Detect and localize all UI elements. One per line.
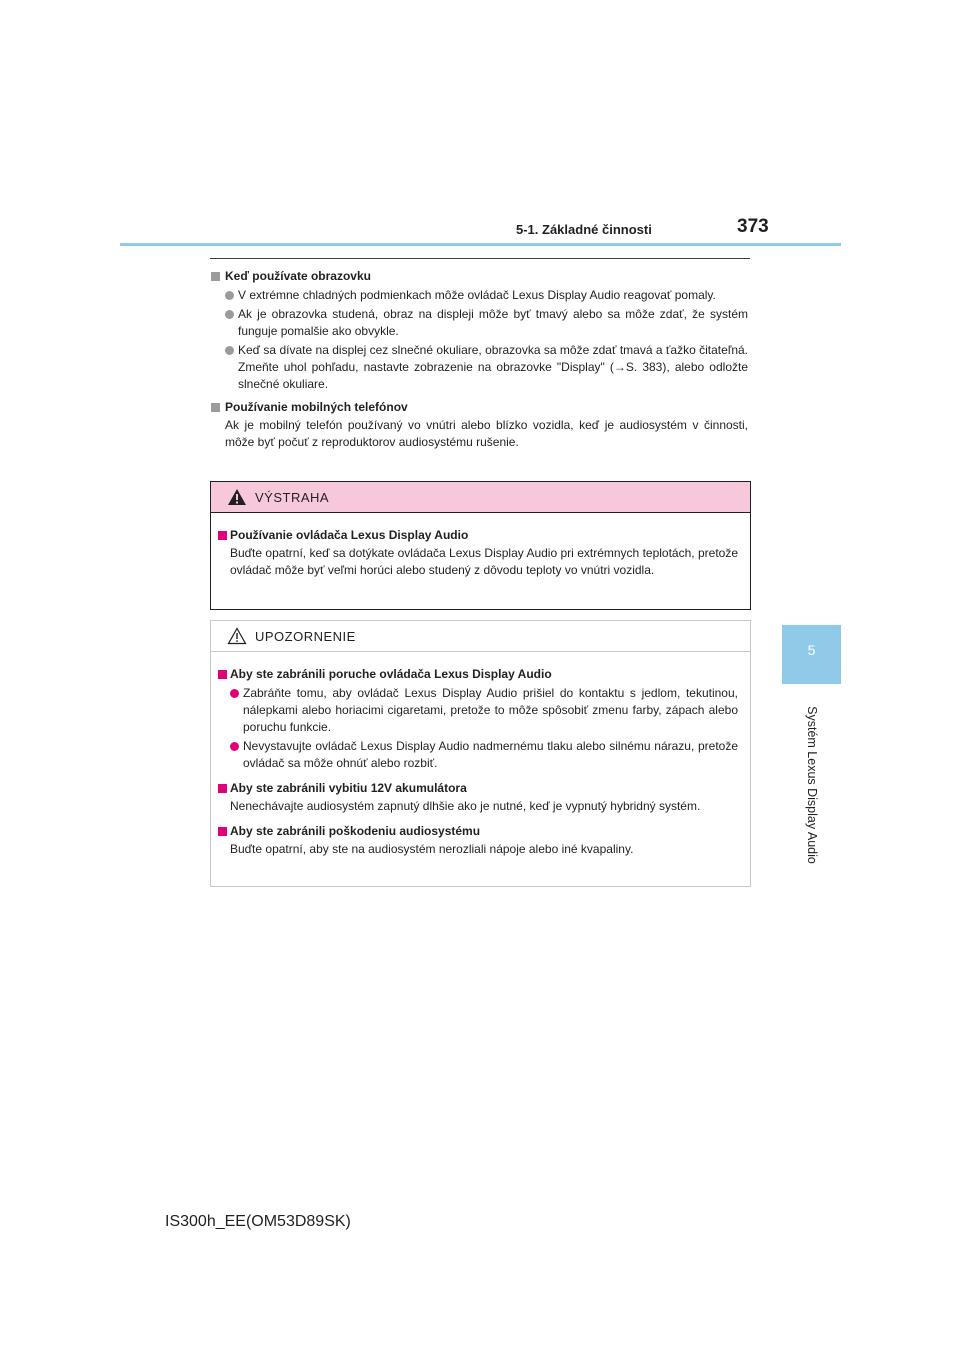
chapter-tab: 5 [782,625,841,684]
caution-text: Buďte opatrní, aby ste na audiosystém nerozliali nápoje alebo iné kvapaliny. [230,842,634,856]
warning-label: VÝSTRAHA [255,489,330,505]
square-bullet-icon [218,784,227,793]
warning-header [211,482,750,513]
caution-heading: Aby ste zabránili poruche ovládača Lexus Display Audio [215,666,740,683]
section-text: Ak je mobilný telefón používaný vo vnútri alebo blízko vozidla, keď je audiosystém v činnosti, môže byť počuť z reproduktorov audiosystému rušenie. [225,418,748,449]
page-number: 373 [737,216,769,237]
section-heading: Keď používate obrazovku [210,268,750,285]
chapter-side-label [782,690,841,880]
header-rule [120,243,841,246]
model-code: IS300h_EE(OM53D89SK) [165,1213,351,1230]
warning-box [210,481,751,610]
main-content [210,262,750,451]
section-heading: Používanie mobilných telefónov [210,399,750,416]
square-bullet-icon [211,272,220,281]
bullet-item: Ak je obrazovka studená, obraz na displeji môže byť tmavý alebo sa môže zdať, že systém funguje pomalšie ako obvykle. [210,306,750,340]
square-bullet-icon [218,670,227,679]
warning-body [211,513,750,579]
warning-heading: Používanie ovládača Lexus Display Audio [215,527,740,544]
circle-bullet-icon [225,291,234,300]
content-rule [210,258,750,259]
bullet-item: V extrémne chladných podmienkach môže ovládač Lexus Display Audio reagovať pomaly. [210,287,750,304]
circle-bullet-icon [225,310,234,319]
caution-box [210,620,751,887]
bullet-item: Keď sa dívate na displej cez slnečné okuliare, obrazovka sa môže zdať tmavá a ťažko čitateľná. Zmeňte uhol pohľadu, nastavte zobrazenie na obrazovke "Display" (→S. 383), alebo odložte slnečné okuliare. [210,342,750,393]
warning-text: Buďte opatrní, keď sa dotýkate ovládača Lexus Display Audio pri extrémnych teplotách, pretože ovládač môže byť veľmi horúci alebo studený z dôvodu teploty vo vnútri vozidla. [230,546,738,577]
warning-icon [227,488,247,506]
square-bullet-icon [211,403,220,412]
section-title: 5-1. Základné činnosti [516,222,652,237]
square-bullet-icon [218,827,227,836]
circle-bullet-icon [230,689,239,698]
bullet-item: Zabráňte tomu, aby ovládač Lexus Display Audio prišiel do kontaktu s jedlom, tekutinou, nálepkami alebo horiacimi cigaretami, pretože to môže spôsobiť zmenu farby, zápach alebo poruchu funkcie. [215,685,740,736]
caution-icon [227,627,247,645]
circle-bullet-icon [230,742,239,751]
caution-heading: Aby ste zabránili poškodeniu audiosystému [215,823,740,840]
circle-bullet-icon [225,346,234,355]
caution-header [211,621,750,652]
bullet-item: Nevystavujte ovládač Lexus Display Audio nadmernému tlaku alebo silnému nárazu, pretože ovládač sa môže ohnúť alebo rozbiť. [215,738,740,772]
chapter-title: Systém Lexus Display Audio [804,706,819,864]
caution-text: Nenechávajte audiosystém zapnutý dlhšie ako je nutné, keď je vypnutý hybridný systém. [230,799,701,813]
caution-label: UPOZORNENIE [255,628,356,644]
caution-heading: Aby ste zabránili vybitiu 12V akumulátora [215,780,740,797]
caution-body [211,652,750,858]
square-bullet-icon [218,531,227,540]
